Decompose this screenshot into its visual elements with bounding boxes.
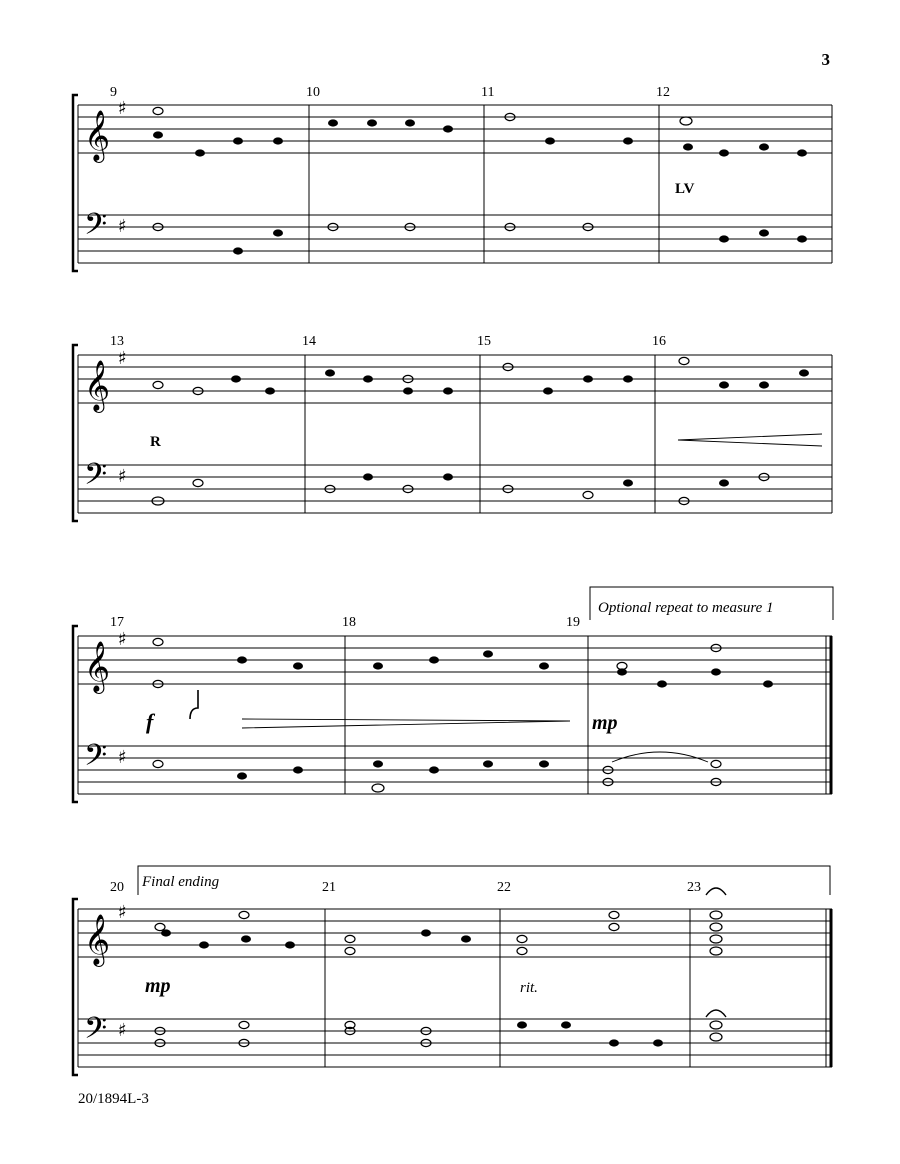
measure-number: 23 — [687, 880, 701, 895]
bass-clef-icon: 𝄢 — [84, 208, 108, 249]
system-2 — [73, 345, 832, 521]
tie — [612, 752, 708, 762]
bracket_text-marking: Optional repeat to measure 1 — [598, 600, 774, 616]
sharp-icon: ♯ — [118, 348, 127, 369]
system-3 — [73, 587, 833, 802]
measure-number: 13 — [110, 334, 124, 349]
bass-clef-icon: 𝄢 — [84, 458, 108, 499]
crescendo-hairpin — [242, 719, 570, 728]
measure-number: 14 — [302, 334, 316, 349]
measure-number: 21 — [322, 880, 336, 895]
sharp-icon: ♯ — [118, 1020, 127, 1041]
treble-clef-icon: 𝄞 — [84, 110, 111, 161]
bass-staff — [78, 746, 832, 794]
measure-number: 16 — [652, 334, 666, 349]
bracket_text-marking: Final ending — [142, 874, 220, 890]
treble-staff — [78, 636, 832, 684]
measure-number: 22 — [497, 880, 511, 895]
measure-number: 12 — [656, 85, 670, 100]
measure-number: 20 — [110, 880, 124, 895]
fermata-icon — [706, 1010, 726, 1017]
dynamic-marking: mp — [592, 712, 618, 734]
bass-staff — [78, 1019, 832, 1067]
noteheads — [153, 119, 809, 1046]
bass-clef-icon: 𝄢 — [84, 739, 108, 780]
system-bracket — [73, 626, 78, 802]
bass-staff — [78, 465, 832, 513]
technique-marking: R — [150, 434, 161, 450]
dynamic-marking: f — [146, 709, 154, 734]
treble-staff — [78, 355, 832, 403]
page-number: 3 — [821, 50, 830, 69]
sharp-icon: ♯ — [118, 629, 127, 650]
sharp-icon: ♯ — [118, 98, 127, 119]
sharp-icon: ♯ — [118, 466, 127, 487]
bass-staff — [78, 215, 832, 263]
system-bracket — [73, 345, 78, 521]
sharp-icon: ♯ — [118, 902, 127, 923]
measure-number: 17 — [110, 615, 124, 630]
treble-staff — [78, 105, 832, 153]
half-noteheads — [152, 107, 769, 1046]
technique-marking: LV — [675, 181, 695, 197]
treble-clef-icon: 𝄞 — [84, 641, 111, 692]
tempo-marking: rit. — [520, 980, 538, 996]
measure-number: 10 — [306, 85, 320, 100]
sharp-icon: ♯ — [118, 216, 127, 237]
crescendo-hairpin — [678, 434, 822, 446]
treble-clef-icon: 𝄞 — [84, 914, 111, 965]
measure-number: 9 — [110, 85, 117, 100]
measure-number: 19 — [566, 615, 580, 630]
fermata-icon — [706, 888, 726, 895]
measure-number: 15 — [477, 334, 491, 349]
system-1 — [73, 95, 832, 271]
treble-clef-icon: 𝄞 — [84, 360, 111, 411]
system-bracket — [73, 899, 78, 1075]
measure-number: 18 — [342, 615, 356, 630]
sharp-icon: ♯ — [118, 747, 127, 768]
footer-code: 20/1894L-3 — [78, 1091, 149, 1107]
system-bracket — [73, 95, 78, 271]
bass-clef-icon: 𝄢 — [84, 1012, 108, 1053]
system-4 — [73, 866, 832, 1075]
release-arrow — [190, 690, 198, 719]
dynamic-marking: mp — [145, 975, 171, 997]
measure-number: 11 — [481, 85, 495, 100]
treble-staff — [78, 909, 832, 957]
